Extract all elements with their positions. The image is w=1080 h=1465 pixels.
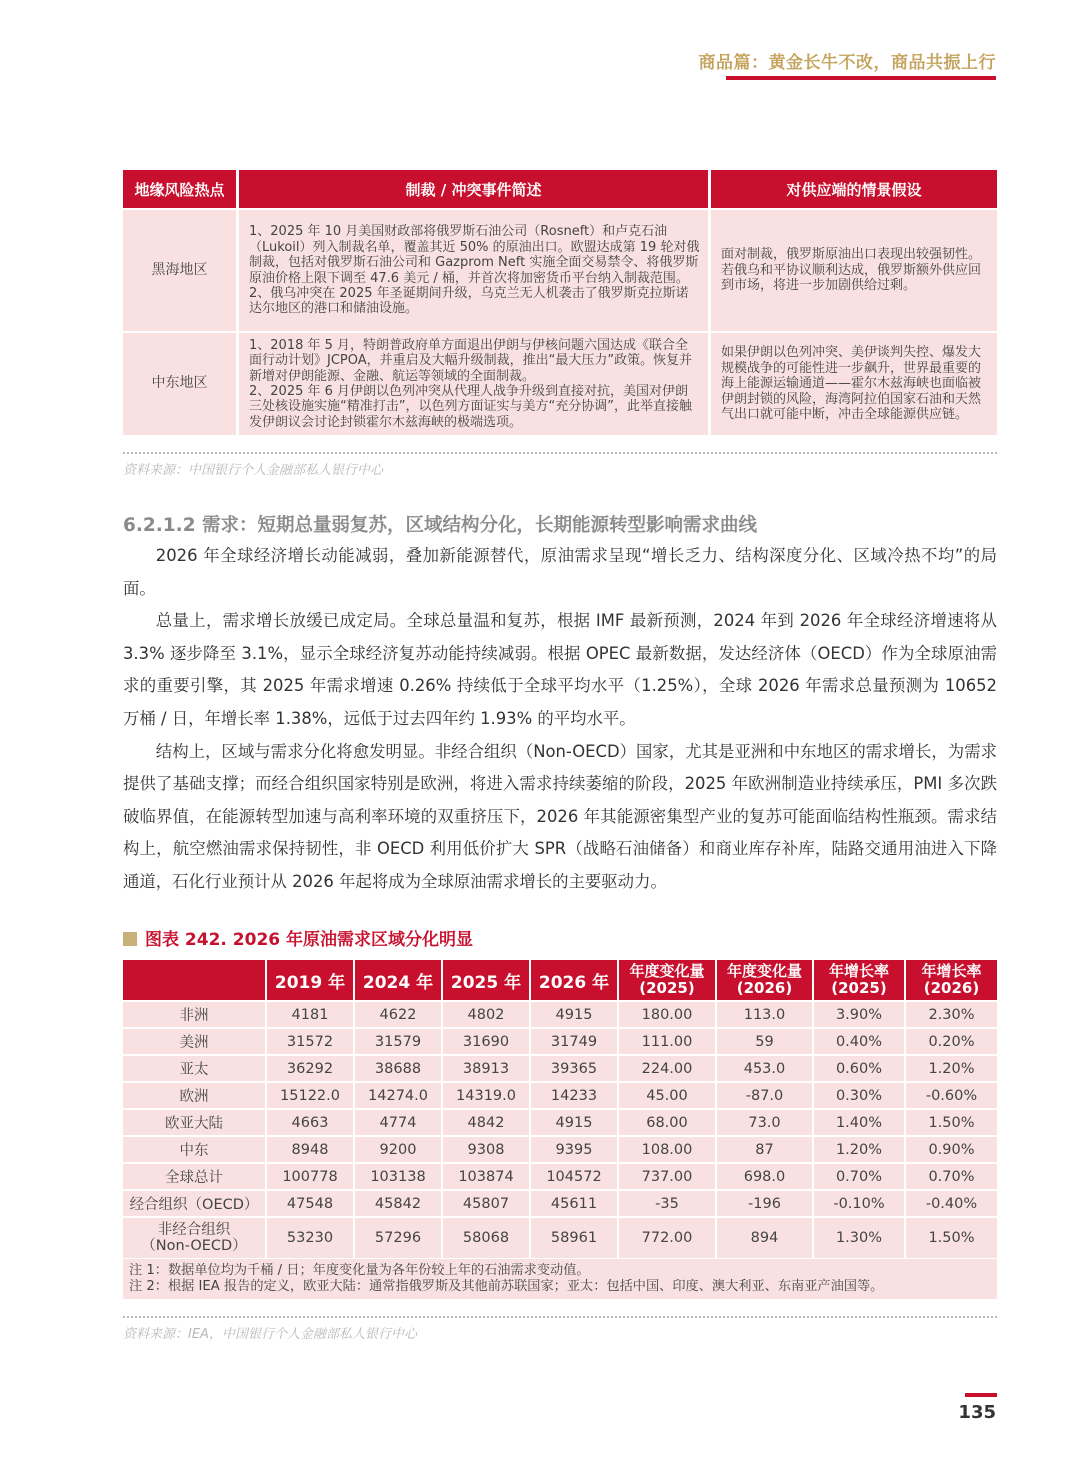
column-header-line: (2026) [736,979,793,997]
risk-assumption-cell: 面对制裁，俄罗斯原油出口表现出较强韧性。若俄乌和平协议顺利达成，俄罗斯额外供应回到市场，将进一步加剧供给过剩。 [711,208,997,331]
data-cell: 104572 [530,1163,618,1190]
data-cell: 58068 [442,1217,530,1258]
data-cell: 698.0 [716,1163,813,1190]
risk-header-assumption: 对供应端的情景假设 [711,170,997,208]
data-cell: 73.0 [716,1109,813,1136]
demand-header-corner [123,960,266,1001]
data-cell: 45611 [530,1190,618,1217]
risk-event-text: 1、2018 年 5 月，特朗普政府单方面退出伊朗与伊核问题六国达成《联合全面行动计划》JCPOA，并重启及大幅升级制裁，推出“最大压力”政策。恢复并新增对伊朗能源、金融、航运等领域的全面制裁。 [249,337,693,384]
data-cell: 4774 [354,1109,442,1136]
data-cell: 38688 [354,1055,442,1082]
demand-table-row [123,1055,997,1082]
demand-column-header [905,960,997,1001]
column-header-line: (2026) [923,979,980,997]
table-notes [123,1259,997,1299]
data-cell: 57296 [354,1217,442,1258]
data-cell: 4802 [442,1001,530,1028]
data-cell: 108.00 [618,1136,716,1163]
column-header-line: 2026 年 [538,972,610,993]
data-cell: 1.50% [905,1217,997,1258]
row-label-cell [123,1217,266,1258]
data-cell: 4622 [354,1001,442,1028]
risk-events-cell [239,331,711,435]
row-label-cell [123,1001,266,1028]
source-note: 资料来源：IEA，中国银行个人金融部私人银行中心 [123,1327,417,1342]
data-cell: 68.00 [618,1109,716,1136]
dotted-divider [123,1316,997,1318]
risk-event-text: 1、2025 年 10 月美国财政部将俄罗斯石油公司（Rosneft）和卢克石油（Lukoil）列入制裁名单，覆盖其近 50% 的原油出口。欧盟达成第 19 轮对俄制裁，包括对俄罗斯石油公司和 Gazprom Neft 实施全面交易禁令、将俄罗斯原油价格上限下调至 47.6 美元 / 桶，并首次将加密货币平台纳入制裁范围。 [249,224,700,286]
demand-table-row [123,1190,997,1217]
data-cell: 0.90% [905,1136,997,1163]
data-cell: 103138 [354,1163,442,1190]
data-cell: 0.30% [813,1082,905,1109]
header-rule [726,76,996,80]
row-label: 非洲 [179,1008,209,1024]
figure-title [123,925,473,950]
risk-assumption-cell: 如果伊朗以色列冲突、美伊谈判失控、爆发大规模战争的可能性进一步飙升，世界最重要的海上能源运输通道——霍尔木兹海峡也面临被伊朗封锁的风险，海湾阿拉伯国家石油和天然气出口就可能中断，冲击全球能源供应链。 [711,331,997,435]
row-label: 全球总计 [165,1170,223,1186]
data-cell: 47548 [266,1190,354,1217]
data-cell: 1.50% [905,1109,997,1136]
demand-table-header-row [123,960,997,1001]
demand-table-row [123,1136,997,1163]
data-cell: 39365 [530,1055,618,1082]
column-header-line: (2025) [639,979,695,997]
data-cell: 1.20% [813,1136,905,1163]
data-cell: 45.00 [618,1082,716,1109]
data-cell: 180.00 [618,1001,716,1028]
row-label: 中东 [179,1143,209,1159]
risk-header-region: 地缘风险热点 [123,170,239,208]
data-cell: 4842 [442,1109,530,1136]
data-cell: 111.00 [618,1028,716,1055]
data-cell: 0.70% [905,1163,997,1190]
data-cell: -0.40% [905,1190,997,1217]
row-label-cell [123,1190,266,1217]
row-label-cell [123,1082,266,1109]
data-cell: 31690 [442,1028,530,1055]
data-cell: 8948 [266,1136,354,1163]
demand-column-header [530,960,618,1001]
demand-table-row [123,1109,997,1136]
page-number-rule [965,1393,997,1397]
data-cell: 224.00 [618,1055,716,1082]
risk-header-events: 制裁 / 冲突事件简述 [239,170,711,208]
risk-region-cell: 中东地区 [123,331,239,435]
data-cell: 4915 [530,1001,618,1028]
column-header-line: 2019 年 [274,972,346,993]
dotted-divider [123,452,997,454]
risk-table-header-row [123,170,997,208]
data-cell: 3.90% [813,1001,905,1028]
body-paragraph: 结构上，区域与需求分化将愈发明显。非经合组织（Non-OECD）国家，尤其是亚洲和中东地区的需求增长，为需求提供了基础支撑；而经合组织国家特别是欧洲，将进入需求持续萎缩的阶段，2025 年欧洲制造业持续承压，PMI 多次跌破临界值，在能源转型加速与高利率环境的双重挤压下，2026 年其能源密集型产业的复苏可能面临结构性瓶颈。需求结构上，航空燃油需求保持韧性，非 OECD 利用低价扩大 SPR（战略石油储备）和商业库存补库，陆路交通用油进入下降通道，石化行业预计从 2026 年起将成为全球原油需求增长的主要驱动力。 [123,741,997,891]
data-cell: 100778 [266,1163,354,1190]
column-header-line: 年度变化量 [726,962,802,980]
column-header-line: 2024 年 [362,972,434,993]
data-cell: 103874 [442,1163,530,1190]
section-heading: 6.2.1.2 需求：短期总量弱复苏，区域结构分化，长期能源转型影响需求曲线 [123,515,758,536]
data-cell: 87 [716,1136,813,1163]
data-cell: 9200 [354,1136,442,1163]
data-cell: 772.00 [618,1217,716,1258]
risk-row-middle-east [123,331,997,435]
data-cell: 59 [716,1028,813,1055]
square-bullet-icon [123,932,137,946]
data-cell: 14233 [530,1082,618,1109]
row-label: 非经合组织 [157,1222,231,1238]
header-title: 商品篇：黄金长牛不改，商品共振上行 [698,53,996,73]
demand-table-row [123,1082,997,1109]
row-label: 美洲 [179,1035,209,1051]
figure-title-text: 图表 242. 2026 年原油需求区域分化明显 [145,930,474,950]
risk-event-text: 2、俄乌冲突在 2025 年圣诞期间升级，乌克兰无人机袭击了俄罗斯克拉斯诺达尔地区的港口和储油设施。 [249,285,689,317]
data-cell: -87.0 [716,1082,813,1109]
data-cell: -0.60% [905,1082,997,1109]
table-note: 注 1：数据单位均为千桶 / 日；年度变化量为各年份较上年的石油需求变动值。 [129,1263,590,1278]
data-cell: 36292 [266,1055,354,1082]
risk-events-cell [239,208,711,331]
data-cell: -0.10% [813,1190,905,1217]
data-cell: 14274.0 [354,1082,442,1109]
demand-column-header [716,960,813,1001]
row-label-cell [123,1109,266,1136]
column-header-line: 年增长率 [828,962,889,980]
data-cell: 38913 [442,1055,530,1082]
column-header-line: 年增长率 [921,962,982,980]
data-cell: -196 [716,1190,813,1217]
data-cell: 1.30% [813,1217,905,1258]
data-cell: 4181 [266,1001,354,1028]
source-note: 资料来源：中国银行个人金融部私人银行中心 [123,463,384,478]
column-header-line: 年度变化量 [629,962,705,980]
page-number: 135 [958,1402,996,1423]
data-cell: 45807 [442,1190,530,1217]
column-header-line: (2025) [831,979,887,997]
data-cell: 15122.0 [266,1082,354,1109]
row-label: 欧亚大陆 [165,1116,223,1132]
data-cell: 58961 [530,1217,618,1258]
demand-table-row [123,1163,997,1190]
demand-table-row [123,1028,997,1055]
row-label-cell [123,1163,266,1190]
body-paragraph: 2026 年全球经济增长动能减弱，叠加新能源替代，原油需求呈现“增长乏力、结构深度分化、区域冷热不均”的局面。 [123,546,997,598]
data-cell: 113.0 [716,1001,813,1028]
data-cell: -35 [618,1190,716,1217]
row-label-cell [123,1028,266,1055]
row-label: 亚太 [179,1062,209,1078]
risk-row-black-sea [123,208,997,331]
oil-demand-table [123,960,997,1258]
row-label: 欧洲 [179,1089,209,1105]
data-cell: 9395 [530,1136,618,1163]
demand-column-header [813,960,905,1001]
row-label-cell [123,1055,266,1082]
data-cell: 0.70% [813,1163,905,1190]
column-header-line: 2025 年 [450,972,522,993]
demand-table-row [123,1217,997,1258]
data-cell: 45842 [354,1190,442,1217]
demand-column-header [618,960,716,1001]
data-cell: 9308 [442,1136,530,1163]
data-cell: 31749 [530,1028,618,1055]
data-cell: 0.20% [905,1028,997,1055]
row-label: 经合组织（OECD） [129,1197,259,1213]
data-cell: 2.30% [905,1001,997,1028]
data-cell: 1.40% [813,1109,905,1136]
row-label-cell [123,1136,266,1163]
risk-region-cell: 黑海地区 [123,208,239,331]
data-cell: 31579 [354,1028,442,1055]
data-cell: 453.0 [716,1055,813,1082]
demand-table-row [123,1001,997,1028]
data-cell: 14319.0 [442,1082,530,1109]
data-cell: 53230 [266,1217,354,1258]
data-cell: 1.20% [905,1055,997,1082]
body-paragraph: 总量上，需求增长放缓已成定局。全球总量温和复苏，根据 IMF 最新预测，2024 年到 2026 年全球经济增速将从 3.3% 逐步降至 3.1%，显示全球经济复苏动能持续减弱。根据 OPEC 最新数据，发达经济体（OECD）作为全球原油需求的重要引擎，其 2025 年需求增速 0.26% 持续低于全球平均水平（1.25%），全球 2026 年需求总量预测为 10652 万桶 / 日，年增长率 1.38%，远低于过去四年约 1.93% 的平均水平。 [123,611,997,728]
body-text [123,540,997,899]
data-cell: 4663 [266,1109,354,1136]
row-label: （Non-OECD） [141,1238,247,1254]
data-cell: 894 [716,1217,813,1258]
demand-column-header [442,960,530,1001]
table-note: 注 2：根据 IEA 报告的定义，欧亚大陆：通常指俄罗斯及其他前苏联国家；亚太：包括中国、印度、澳大利亚、东南亚产油国等。 [129,1279,884,1294]
demand-column-header [266,960,354,1001]
data-cell: 4915 [530,1109,618,1136]
data-cell: 737.00 [618,1163,716,1190]
geopolitical-risk-table [123,170,997,435]
data-cell: 31572 [266,1028,354,1055]
demand-column-header [354,960,442,1001]
data-cell: 0.40% [813,1028,905,1055]
data-cell: 0.60% [813,1055,905,1082]
risk-event-text: 2、2025 年 6 月伊朗以色列冲突从代理人战争升级到直接对抗，美国对伊朗三处核设施实施“精准打击”，以色列方面证实与美方“充分协调”，此举直接触发伊朗议会讨论封锁霍尔木兹海峡的极端选项。 [249,384,692,430]
